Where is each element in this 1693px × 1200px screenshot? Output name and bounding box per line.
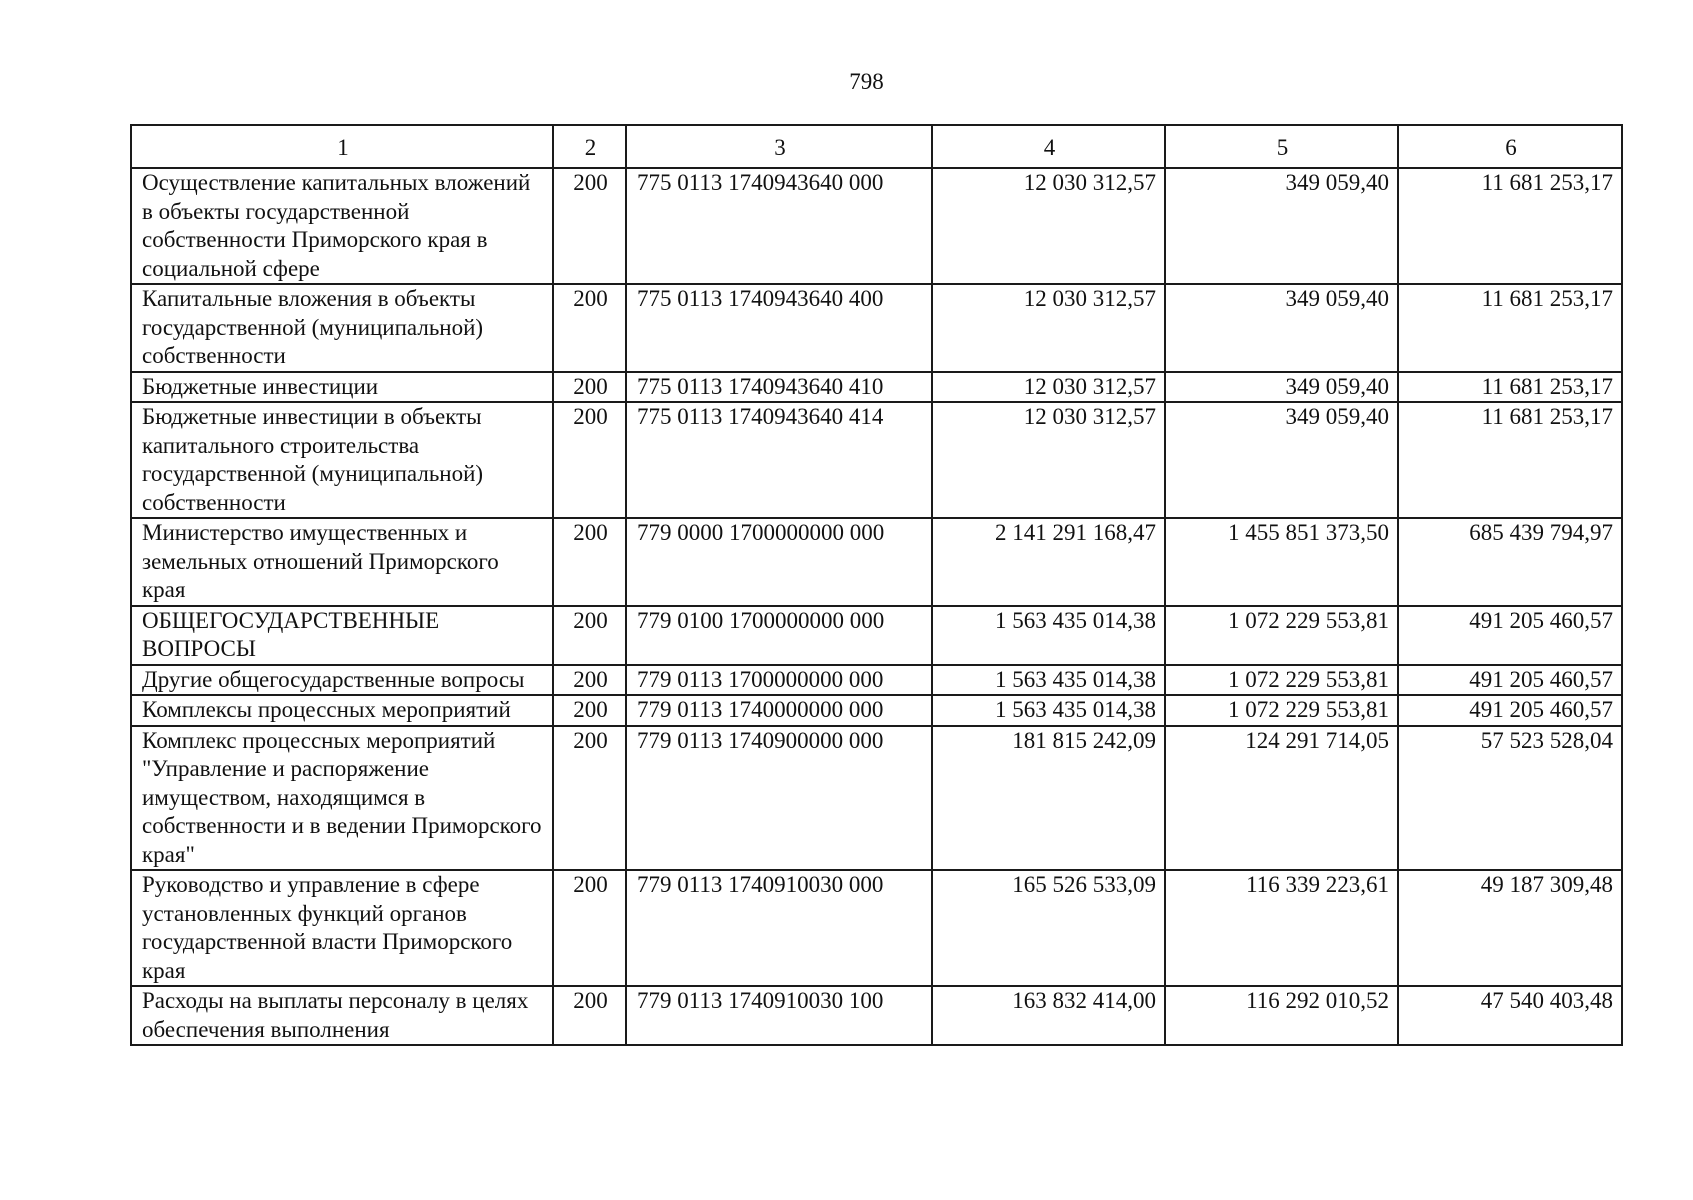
row-value-col6: 47 540 403,48 (1398, 986, 1622, 1045)
row-name: Расходы на выплаты персоналу в целях обеспечения выполнения (131, 986, 553, 1045)
row-grbs-code: 200 (553, 402, 626, 518)
row-name: Бюджетные инвестиции (131, 372, 553, 403)
row-classification-code: 779 0113 1740910030 100 (626, 986, 932, 1045)
table-row (131, 870, 1622, 986)
row-value-col5: 349 059,40 (1165, 372, 1398, 403)
row-classification-code: 779 0113 1740000000 000 (626, 695, 932, 726)
table-row (131, 168, 1622, 284)
row-grbs-code: 200 (553, 606, 626, 665)
row-value-col6: 49 187 309,48 (1398, 870, 1622, 986)
row-value-col4: 12 030 312,57 (932, 284, 1165, 372)
table-row (131, 518, 1622, 606)
row-value-col4: 12 030 312,57 (932, 372, 1165, 403)
row-grbs-code: 200 (553, 665, 626, 696)
row-value-col4: 12 030 312,57 (932, 402, 1165, 518)
row-value-col6: 11 681 253,17 (1398, 284, 1622, 372)
table-row (131, 986, 1622, 1045)
row-grbs-code: 200 (553, 986, 626, 1045)
row-value-col6: 11 681 253,17 (1398, 402, 1622, 518)
row-value-col6: 491 205 460,57 (1398, 665, 1622, 696)
row-classification-code: 779 0000 1700000000 000 (626, 518, 932, 606)
row-classification-code: 779 0100 1700000000 000 (626, 606, 932, 665)
row-value-col5: 1 455 851 373,50 (1165, 518, 1398, 606)
row-name: Капитальные вложения в объекты государственной (муниципальной) собственности (131, 284, 553, 372)
row-value-col5: 116 292 010,52 (1165, 986, 1398, 1045)
table-row (131, 606, 1622, 665)
row-classification-code: 775 0113 1740943640 400 (626, 284, 932, 372)
row-grbs-code: 200 (553, 168, 626, 284)
table-row (131, 695, 1622, 726)
row-value-col5: 349 059,40 (1165, 284, 1398, 372)
row-grbs-code: 200 (553, 372, 626, 403)
row-value-col6: 685 439 794,97 (1398, 518, 1622, 606)
row-name: Осуществление капитальных вложений в объекты государственной собственности Приморского края в социальной сфере (131, 168, 553, 284)
row-value-col4: 163 832 414,00 (932, 986, 1165, 1045)
row-value-col6: 491 205 460,57 (1398, 695, 1622, 726)
table-body (131, 168, 1622, 1045)
row-grbs-code: 200 (553, 695, 626, 726)
row-value-col4: 1 563 435 014,38 (932, 606, 1165, 665)
header-row (131, 125, 1622, 168)
row-grbs-code: 200 (553, 518, 626, 606)
table-row (131, 402, 1622, 518)
row-value-col5: 349 059,40 (1165, 168, 1398, 284)
row-value-col6: 491 205 460,57 (1398, 606, 1622, 665)
row-value-col4: 2 141 291 168,47 (932, 518, 1165, 606)
row-name: Комплексы процессных мероприятий (131, 695, 553, 726)
page-number: 798 (849, 69, 884, 94)
row-classification-code: 775 0113 1740943640 414 (626, 402, 932, 518)
row-value-col5: 116 339 223,61 (1165, 870, 1398, 986)
row-classification-code: 779 0113 1740900000 000 (626, 726, 932, 871)
row-name: Комплекс процессных мероприятий "Управление и распоряжение имуществом, находящимся в собственности и в ведении Приморского края" (131, 726, 553, 871)
column-header-2: 2 (553, 125, 626, 168)
table-row (131, 372, 1622, 403)
row-name: Другие общегосударственные вопросы (131, 665, 553, 696)
row-name: Министерство имущественных и земельных отношений Приморского края (131, 518, 553, 606)
column-header-3: 3 (626, 125, 932, 168)
row-value-col4: 1 563 435 014,38 (932, 695, 1165, 726)
row-value-col4: 181 815 242,09 (932, 726, 1165, 871)
row-classification-code: 775 0113 1740943640 000 (626, 168, 932, 284)
budget-table (130, 124, 1623, 1046)
row-value-col6: 57 523 528,04 (1398, 726, 1622, 871)
table-row (131, 665, 1622, 696)
row-value-col5: 124 291 714,05 (1165, 726, 1398, 871)
row-value-col5: 1 072 229 553,81 (1165, 665, 1398, 696)
row-value-col6: 11 681 253,17 (1398, 372, 1622, 403)
row-value-col4: 1 563 435 014,38 (932, 665, 1165, 696)
row-grbs-code: 200 (553, 726, 626, 871)
row-classification-code: 779 0113 1740910030 000 (626, 870, 932, 986)
row-grbs-code: 200 (553, 870, 626, 986)
row-value-col5: 349 059,40 (1165, 402, 1398, 518)
column-header-1: 1 (131, 125, 553, 168)
table-header (131, 125, 1622, 168)
row-value-col5: 1 072 229 553,81 (1165, 695, 1398, 726)
row-classification-code: 779 0113 1700000000 000 (626, 665, 932, 696)
row-value-col5: 1 072 229 553,81 (1165, 606, 1398, 665)
column-header-4: 4 (932, 125, 1165, 168)
column-header-5: 5 (1165, 125, 1398, 168)
table-row (131, 726, 1622, 871)
table-row (131, 284, 1622, 372)
row-grbs-code: 200 (553, 284, 626, 372)
row-value-col4: 165 526 533,09 (932, 870, 1165, 986)
row-classification-code: 775 0113 1740943640 410 (626, 372, 932, 403)
column-header-6: 6 (1398, 125, 1622, 168)
row-value-col6: 11 681 253,17 (1398, 168, 1622, 284)
row-name: ОБЩЕГОСУДАРСТВЕННЫЕ ВОПРОСЫ (131, 606, 553, 665)
row-name: Бюджетные инвестиции в объекты капитального строительства государственной (муниципальной) собственности (131, 402, 553, 518)
row-value-col4: 12 030 312,57 (932, 168, 1165, 284)
row-name: Руководство и управление в сфере установленных функций органов государственной власти Приморского края (131, 870, 553, 986)
